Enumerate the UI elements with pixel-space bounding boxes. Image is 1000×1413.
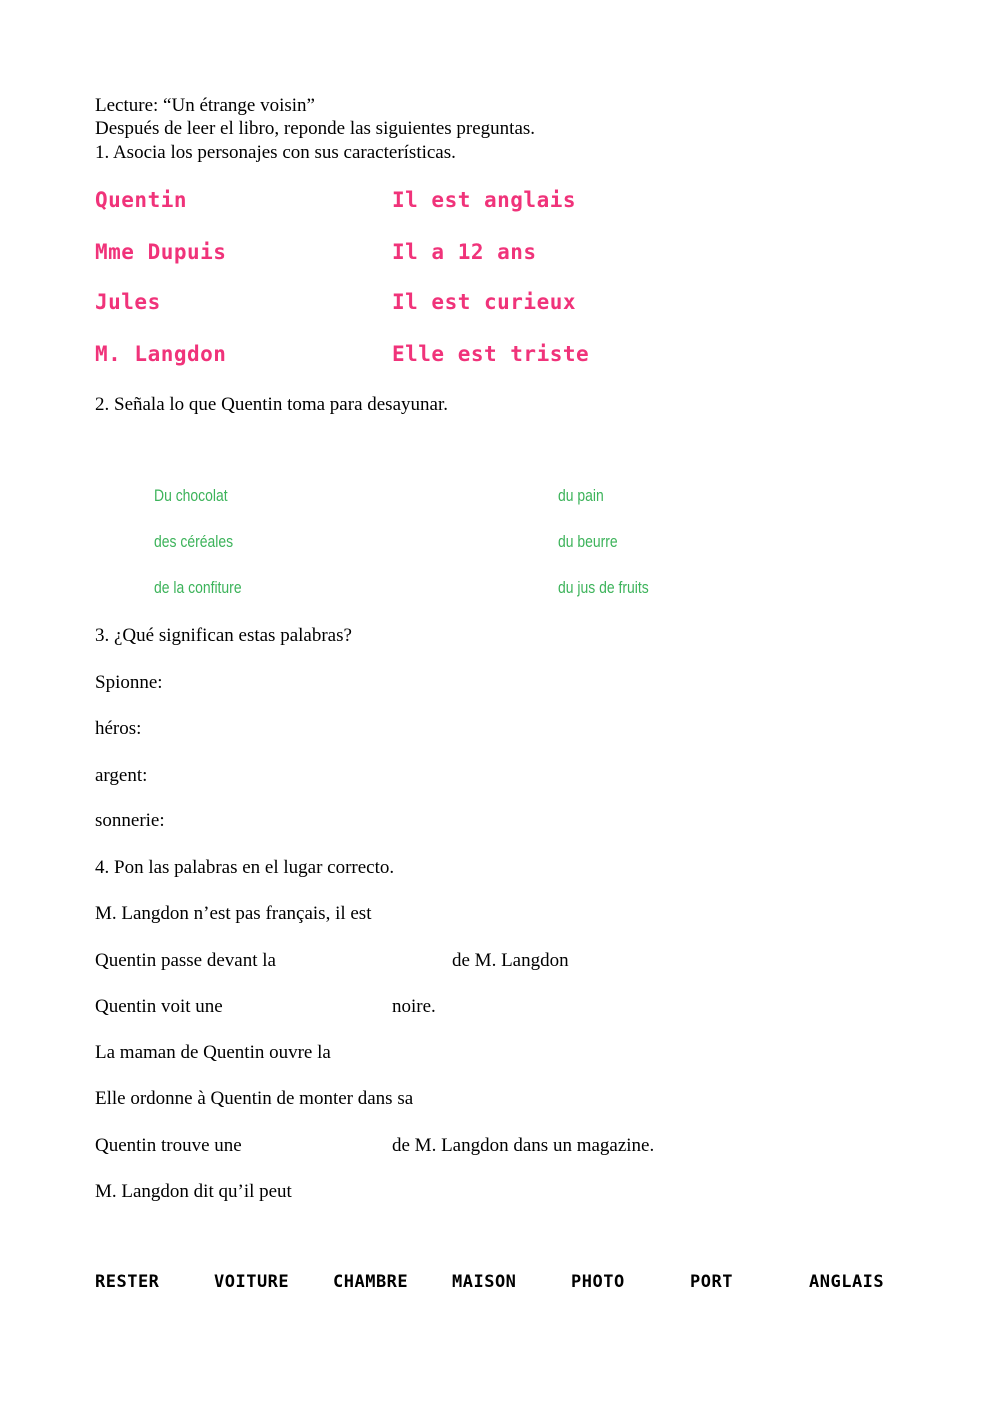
vocab-word: héros: — [95, 718, 142, 739]
breakfast-option[interactable]: du jus de fruits — [558, 578, 649, 597]
breakfast-option[interactable]: de la confiture — [154, 578, 242, 597]
trait-12-ans[interactable]: Il a 12 ans — [392, 240, 537, 264]
vocab-word: argent: — [95, 765, 148, 786]
question-4-label: 4. Pon las palabras en el lugar correcto. — [95, 857, 395, 878]
breakfast-option[interactable]: du beurre — [558, 532, 618, 551]
worksheet-title: Lecture: “Un étrange voisin” — [95, 95, 315, 116]
breakfast-option[interactable]: des céréales — [154, 532, 234, 551]
vocab-word: sonnerie: — [95, 810, 165, 831]
instruction: Después de leer el libro, reponde las siguientes preguntas. — [95, 118, 536, 139]
sentence-6-start: Quentin trouve une — [95, 1135, 242, 1156]
word-bank-rester[interactable]: RESTER — [95, 1272, 160, 1292]
word-bank-anglais[interactable]: ANGLAIS — [809, 1272, 885, 1292]
sentence-3-end: noire. — [392, 996, 436, 1017]
word-bank-photo[interactable]: PHOTO — [571, 1272, 625, 1292]
word-bank-maison[interactable]: MAISON — [452, 1272, 517, 1292]
sentence-2-end: de M. Langdon — [452, 950, 569, 971]
character-mme-dupuis[interactable]: Mme Dupuis — [95, 240, 227, 264]
character-m-langdon[interactable]: M. Langdon — [95, 342, 227, 366]
sentence-2-start: Quentin passe devant la — [95, 950, 276, 971]
question-3-label: 3. ¿Qué significan estas palabras? — [95, 625, 352, 646]
sentence-3-start: Quentin voit une — [95, 996, 223, 1017]
breakfast-option[interactable]: Du chocolat — [154, 486, 228, 505]
breakfast-option[interactable]: du pain — [558, 486, 604, 505]
word-bank-chambre[interactable]: CHAMBRE — [333, 1272, 409, 1292]
question-2-label: 2. Señala lo que Quentin toma para desayunar. — [95, 394, 448, 415]
trait-triste[interactable]: Elle est triste — [392, 342, 590, 366]
sentence-4: La maman de Quentin ouvre la — [95, 1042, 331, 1063]
vocab-word: Spionne: — [95, 672, 163, 693]
trait-anglais[interactable]: Il est anglais — [392, 188, 577, 212]
sentence-1: M. Langdon n’est pas français, il est — [95, 903, 372, 924]
character-quentin[interactable]: Quentin — [95, 188, 188, 212]
character-jules[interactable]: Jules — [95, 290, 161, 314]
word-bank-port[interactable]: PORT — [690, 1272, 733, 1292]
trait-curieux[interactable]: Il est curieux — [392, 290, 577, 314]
sentence-7: M. Langdon dit qu’il peut — [95, 1181, 292, 1202]
question-1-label: 1. Asocia los personajes con sus características. — [95, 142, 456, 163]
word-bank-voiture[interactable]: VOITURE — [214, 1272, 290, 1292]
sentence-5: Elle ordonne à Quentin de monter dans sa — [95, 1088, 414, 1109]
sentence-6-end: de M. Langdon dans un magazine. — [392, 1135, 655, 1156]
